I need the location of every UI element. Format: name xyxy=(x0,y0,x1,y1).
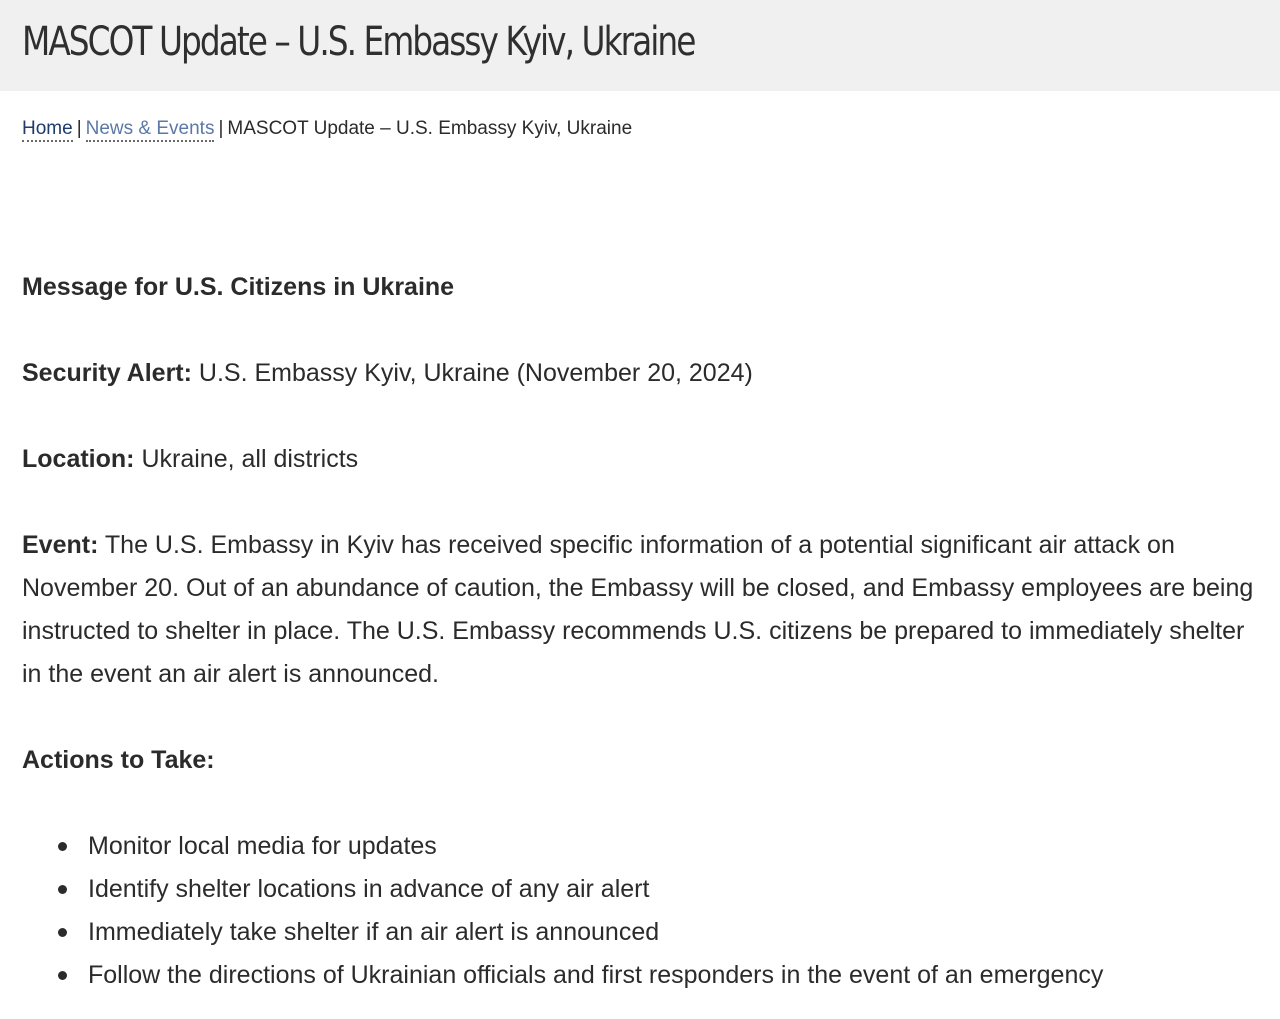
list-item: Follow the directions of Ukrainian officials and first responders in the event of an emergency xyxy=(88,954,1258,997)
list-item: Monitor local media for updates xyxy=(88,825,1258,868)
event-paragraph xyxy=(22,524,1258,696)
bullet-icon xyxy=(58,885,67,894)
article-content xyxy=(22,266,1258,997)
title-bar xyxy=(0,0,1280,91)
breadcrumb xyxy=(22,116,632,142)
location-paragraph xyxy=(22,438,1258,481)
event-text: The U.S. Embassy in Kyiv has received specific information of a potential significant air attack on November 20. Out of an abundance of caution, the Embassy will be closed, and Embassy employees are being instructed to shelter in place. The U.S. Embassy recommends U.S. citizens be prepared to immediately shelter in the event an air alert is announced. xyxy=(22,531,1254,688)
actions-list xyxy=(22,825,1258,997)
page-title: MASCOT Update – U.S. Embassy Kyiv, Ukraine xyxy=(22,19,695,65)
security-alert-text: U.S. Embassy Kyiv, Ukraine (November 20, 2024) xyxy=(198,359,753,387)
location-label: Location: xyxy=(22,445,135,473)
bullet-icon xyxy=(58,842,67,851)
actions-heading-paragraph xyxy=(22,739,1258,782)
list-item: Immediately take shelter if an air alert is announced xyxy=(88,911,1258,954)
actions-heading: Actions to Take: xyxy=(22,746,215,774)
intro-heading-paragraph xyxy=(22,266,1258,309)
event-label: Event: xyxy=(22,531,99,559)
breadcrumb-separator: | xyxy=(218,118,224,139)
list-item: Identify shelter locations in advance of any air alert xyxy=(88,868,1258,911)
breadcrumb-home-link[interactable]: Home xyxy=(22,118,73,142)
security-alert-paragraph xyxy=(22,352,1258,395)
intro-heading: Message for U.S. Citizens in Ukraine xyxy=(22,273,455,301)
location-text: Ukraine, all districts xyxy=(141,445,359,473)
breadcrumb-news-events-link[interactable]: News & Events xyxy=(86,118,215,142)
bullet-icon xyxy=(58,928,67,937)
security-alert-label: Security Alert: xyxy=(22,359,192,387)
bullet-icon xyxy=(58,971,67,980)
breadcrumb-current: MASCOT Update – U.S. Embassy Kyiv, Ukraine xyxy=(227,118,633,139)
breadcrumb-separator: | xyxy=(76,118,82,139)
